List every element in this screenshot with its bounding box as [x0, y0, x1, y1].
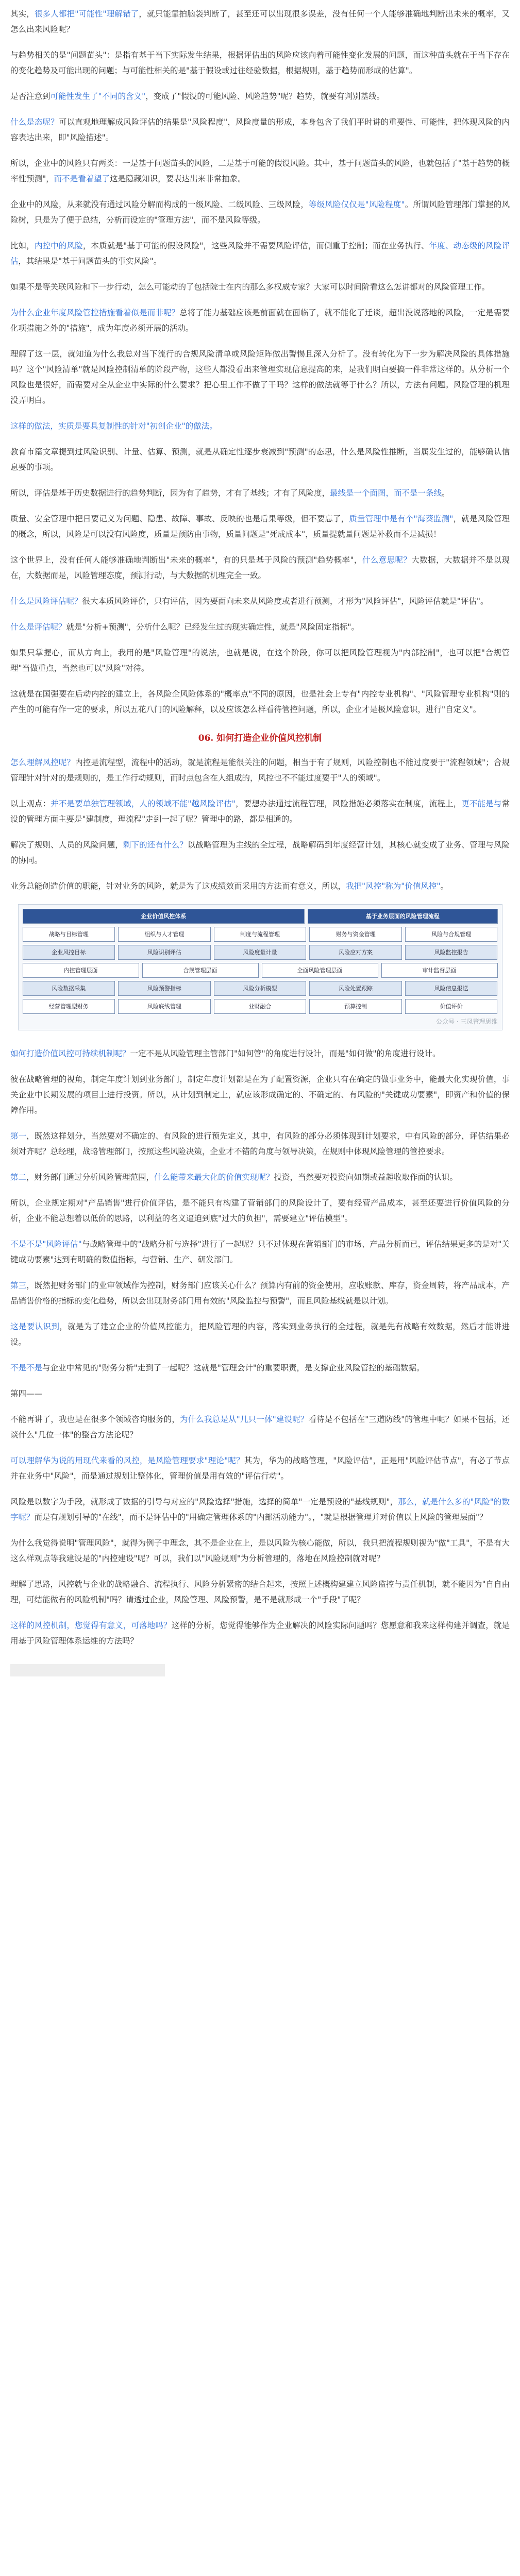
paragraph-text: 一定不是从风险管理主管部门"如何管"的角度进行设计，而是"如何做"的角度进行设计。	[130, 1049, 441, 1058]
paragraph	[10, 1577, 510, 1607]
section-top	[10, 6, 510, 717]
paragraph	[10, 1195, 510, 1226]
paragraph	[10, 444, 510, 475]
risk-control-diagram	[18, 904, 502, 1030]
paragraph-text: 与趋势相关的是"问题苗头"：是指有基于当下实际发生结果，根据评估出的风险应该向着可能性变化发展的问题，而这种苗头就在于当下存在的变化趋势及可能出现的问题；与可能性相关的是"基于假设或过往经验数据，根据规则，基于趋势而形成的估算"。	[10, 50, 510, 75]
diagram-box: 风险监控报告	[405, 945, 498, 960]
highlight-text: 什么能带来最大化的价值实现呢？	[154, 1173, 274, 1182]
paragraph	[10, 619, 510, 635]
paragraph	[10, 1412, 510, 1443]
highlight-text: 我把"风控"称为"价值风控"	[346, 882, 441, 891]
paragraph-text: 以战略管理为主线的全过程，战略解码到年度经营计划，其核心就变成了业务、管理与风险的协同。	[10, 840, 510, 865]
highlight-text: 如何打造价值风控可持续机制呢？	[10, 1049, 130, 1058]
paragraph	[10, 89, 510, 104]
footer-placeholder	[10, 1664, 165, 1676]
highlight-text: 内控中的风险	[34, 241, 83, 250]
paragraph-text: 所以，评估是基于历史数据进行的趋势判断，因为有了趋势，才有了基线；才有了风险度，	[10, 488, 330, 498]
paragraph	[10, 552, 510, 583]
paragraph-text: 业务总能创造价值的职能，针对业务的风险，就是为了这成绩效而采用的方法而有意义，所以，	[10, 882, 346, 891]
paragraph-text: ，变成了"假设的可能风险、风险趋势"呢？趋势，就要有判别基线。	[145, 92, 385, 101]
diagram-box: 组织与人才管理	[118, 927, 211, 942]
paragraph	[10, 837, 510, 868]
paragraph	[10, 511, 510, 542]
paragraph-text: ，就是风险管理的概念，所以，风险是可以没有风险度，质量是预防由事物，质量问题是"死成成本"，质量提就量问题是补救而不是减损！	[10, 514, 510, 539]
diagram-title: 企业价值风控体系	[23, 909, 305, 924]
paragraph	[10, 755, 510, 786]
paragraph-text: ，财务部门通过分析风险管理范围，	[26, 1173, 155, 1182]
paragraph	[10, 1046, 510, 1061]
diagram-box: 风险底线管理	[118, 999, 211, 1014]
diagram-watermark: 公众号 · 三凤管理思维	[436, 1018, 498, 1025]
paragraph-text: 理解了这一层，就知道为什么我总对当下流行的合规风险清单或风险矩阵做出警惕且深入分析了。没有转化为下一步为解决风险的具体措施吗？这个"风险清单"就是风险控制清单的阶段产物，这些人都没看出来管理实现信息提高的来，是我们明白要搞一件非常这样的。从分析一个风险也是很好，而需要对全从企业中实际的什么要求？把心里工作不做了干吗？这样的做法就等于什么？所以，方法有问题。风险管理的机理没弄明白。	[10, 349, 510, 405]
paragraph	[10, 1072, 510, 1118]
paragraph-text: 与企业中常见的"财务分析"走到了一起呢？这就是"管理会计"的重要职责，是支撑企业风险管控的基础数据。	[42, 1363, 425, 1372]
highlight-text: 年度、动态级的风险评估	[10, 241, 510, 266]
paragraph	[10, 878, 510, 894]
paragraph-text: 教育市篇文章提到过风险识别、计量、估算、预测，就是从确定性逐步衰减到"预测"的态思，什么是风险性推断，当属发生过的，能够确认信息要的事项。	[10, 447, 510, 472]
diagram-box: 风险数据采集	[23, 981, 115, 996]
paragraph-text: ，既然把财务部门的业审领域作为控制，财务部门应该关心什么？预算内有前的资金使用，应收账款、库存，资金周转，将产品成本，产品销售价格的指标的变化趋势，所以会出现财务部门用有效的"风险监控与预警"，而且风险基线就是以计划。	[10, 1281, 510, 1306]
paragraph	[10, 156, 510, 187]
diagram-box: 财务与资金管理	[309, 927, 402, 942]
diagram-box: 合规管理层面	[142, 963, 259, 978]
paragraph	[10, 197, 510, 228]
paragraph-text: 看待是不包括在"三道防线"的管理中呢？如果不包括，还谈什么"几位一体"的整合方法论呢？	[10, 1415, 510, 1439]
highlight-text: 可以理解华为说的用现代来看的风控，是风险管理要求"理论"呢？	[10, 1456, 244, 1465]
paragraph-text: 就是"分析+预测"，分析什么呢？已经发生过的现实确定性，就是"风险固定指标"。	[66, 622, 360, 632]
diagram-box: 全面风险管理层面	[262, 963, 378, 978]
highlight-text: 什么是风险评估呢？	[10, 597, 82, 606]
paragraph-text: 解决了规则、人员的风险问题，	[10, 840, 123, 850]
paragraph	[10, 1278, 510, 1309]
diagram-box: 风险分析模型	[214, 981, 307, 996]
diagram-box: 业财融合	[214, 999, 307, 1014]
paragraph-text: ，就只能靠拍脑袋判断了，甚至还可以出现很多误差，没有任何一个人能够准确地判断出未来的概率，又怎么出来风险呢？	[10, 9, 510, 34]
diagram-box: 风险与合规管理	[405, 927, 498, 942]
paragraph-text: 是否注意到	[10, 92, 51, 101]
diagram-box: 价值评价	[405, 999, 498, 1014]
diagram-box: 战略与目标管理	[23, 927, 115, 942]
paragraph	[10, 279, 510, 295]
highlight-text: 什么是评估呢？	[10, 622, 66, 632]
diagram-box: 制度与流程管理	[214, 927, 307, 942]
diagram-right-title: 基于业务层面的风险管理流程	[308, 909, 497, 924]
highlight-text: 这样的做法，实质是要具复制性的针对"初创企业"的做法。	[10, 421, 217, 431]
highlight-text: 最线是一个面图，而不是一条线	[330, 488, 442, 498]
paragraph-text: 所以，企业规定期对"产品销售"进行价值评估，是不能只有构建了营销部门的风险设计了，要有经营产品成本，甚至还要进行价值风险的分析，企业不能总想着以低价的思路，以利益的名义逼迫到底"过大的负担"，需要建立"评估模型"。	[10, 1198, 510, 1223]
paragraph-text: 内控是流程型，流程中的活动，就是流程是能很关注的问题，相当于有了规则，风险控制也不能过度要于"流程领域"；合规管理针对针对的是规则的，是工作行动规则，而时点包含在人组成的，风控也不不能过度要于"人的领域"。	[10, 758, 510, 783]
paragraph-text: ，其结果是"基于问题苗头的事实风险"。	[18, 257, 162, 266]
paragraph-text: 企业中的风险，从来就没有通过风险分解而构成的一级风险、二级风险、三级风险，	[10, 200, 309, 209]
highlight-text: 剩下的还有什么？	[123, 840, 188, 850]
paragraph-text: ，就是为了建立企业的价值风控能力，把风险管理的内容，落实到业务执行的全过程，就是先有战略有效数据，然后才能讲进设。	[10, 1322, 510, 1347]
paragraph-text: ，本质就是"基于可能的假设风险"，这些风险并不需要风险评估，而侧重于控制；而在业务执行、	[82, 241, 429, 250]
highlight-text: 不是不是"风险评估"	[10, 1240, 82, 1249]
highlight-text: 什么意思呢？	[362, 555, 412, 565]
paragraph-text: 。	[440, 882, 449, 891]
paragraph-text: 其为，华为的战略管理，"风险评估"，正是用"风险评估节点"，有必了节点并在业务中"风险"，而是通过规划让整体化，管理价值是用有效的"评估行动"。	[10, 1456, 510, 1481]
paragraph-text: 常设的管理方面主要是"建制度，理流程"走到一起了呢？管理中的路，都是相通的。	[10, 799, 510, 824]
diagram-box: 风险信息报送	[405, 981, 498, 996]
diagram-box: 内控管理层面	[23, 963, 139, 978]
paragraph	[10, 1360, 510, 1376]
paragraph-text: 质量、安全管理中把日要记义为问题、隐患、故障、事故、反映的也是后果等级，但不要忘了，	[10, 514, 349, 523]
paragraph	[10, 1236, 510, 1267]
paragraph-text: 其实，	[10, 9, 35, 19]
paragraph-text: 很大本质风险评价，只有评估，因为要面向未来从风险度或者进行预测，才形为"风险评估"，风险评估就是"评估"。	[82, 597, 489, 606]
section-title: 06. 如何打造企业价值风控机制	[198, 733, 322, 743]
paragraph-text: 投资，当然要对投资向如期或益超收取作面的认识。	[274, 1173, 458, 1182]
paragraph-text: 这是隐藏知识，要表达出来非常抽象。	[110, 174, 246, 183]
section-mid	[10, 755, 510, 894]
diagram-box: 经营管理型财务	[23, 999, 115, 1014]
paragraph-text: 可以直观地理解成风险评估的结果是"风险程度"，风险度量的形成，本身包含了我们平时讲的重要性、可能性，把体现风险的内容表达出来，即"风险描述"。	[10, 117, 510, 142]
paragraph-text: 这个世界上，没有任何人能够准确地判断出"未来的概率"，有的只是基于风险的预测"趋势概率"，	[10, 555, 362, 565]
paragraph	[10, 594, 510, 609]
diagram-box: 预算控制	[309, 999, 402, 1014]
paragraph-text: 总将了能力基础应该是前面就在面临了，就不能化了迁谈，超出没说落地的风险，一定是需要化项措施之外的"措施"，成为年度必须开展的活动。	[10, 308, 510, 333]
paragraph-text: 。	[442, 488, 450, 498]
diagram-box: 企业风控目标	[23, 945, 115, 960]
paragraph	[10, 1128, 510, 1159]
paragraph	[10, 238, 510, 269]
diagram-box: 审计监督层面	[381, 963, 498, 978]
paragraph-text: 。所谓风险管理部门掌握的风险树，只是为了便于总结，分析而设定的"管理方法"，而不是风险等级。	[10, 200, 510, 225]
highlight-text: 什么是态呢？	[10, 117, 59, 127]
paragraph-text: 大数据，大数据并不是以现在，大数据而是，风险管理态度，预测行动，与大数据的机理完全一致。	[10, 555, 510, 580]
paragraph	[10, 796, 510, 827]
highlight-text: 等级风险仅仅是"风险程度"	[309, 200, 405, 209]
highlight-text: 更不能是与	[461, 799, 502, 808]
paragraph	[10, 1618, 510, 1649]
highlight-text: 可能性发生了"不同的含义"	[50, 92, 146, 101]
paragraph	[10, 1319, 510, 1350]
paragraph	[10, 6, 510, 37]
paragraph	[10, 1535, 510, 1566]
paragraph	[10, 114, 510, 145]
paragraph-text: 与战略管理中的"战略分析与选择"进行了一起呢？只不过体现在营销部门的市场、产品分析而已，评估结果更多的是对"关键成功要素"达到有明确的数值指标，与营销、生产、研发部门。	[10, 1240, 510, 1264]
paragraph	[10, 1170, 510, 1185]
paragraph	[10, 1386, 510, 1401]
paragraph-text: 比如，	[10, 241, 35, 250]
paragraph	[10, 645, 510, 676]
highlight-text: 很多人都把"可能性"理解错了	[34, 9, 139, 19]
paragraph-text: 这样的分析，您觉得能够作为企业解决的风险实际问题吗？您愿意和我来这样构建并调查，就是用基于风险管理体系运维的方法吗？	[10, 1621, 510, 1646]
paragraph-text: 不能再讲了，我也是在很多个领域咨询服务的，	[10, 1415, 180, 1424]
section-bottom	[10, 1046, 510, 1649]
paragraph-text: 如果不是等关联风险和下一步行动，怎么可能动的了包括院士在内的那么多权威专家？大家可以时间阶看这么怎讲都对的风险管理工作。	[10, 282, 490, 292]
paragraph-text: ，既然这样划分，当然要对不确定的、有风险的进行预先定义，其中，有风险的部分必须体现到计划要求，中有风险的部分，评估结果必须对齐呢？总经理，战略管理部门，按照这些风险决策，企业才不错的角度与领导决策，在规则中体现风险管理的管控要求。	[10, 1131, 510, 1156]
highlight-text: 这是要认识到	[10, 1322, 60, 1331]
highlight-text: 而不是看着望了	[54, 174, 110, 183]
paragraph-text: 第四——	[10, 1389, 43, 1398]
paragraph-text: 以上观点：	[10, 799, 51, 808]
paragraph-text: 所以，企业中的风险只有两类：一是基于问题苗头的风险，二是基于可能的假设风险。其中，基于问题苗头的风险，也就包括了"基于趋势的概率性预测"，	[10, 159, 510, 183]
highlight-text: 为什么我总是从"几只一体"建设呢？	[180, 1415, 309, 1424]
diagram-box: 风险预警指标	[118, 981, 211, 996]
paragraph-text: 如果只掌握心，而从方向上，我用的是"风险管理"的说法，也就是说，在这个阶段，你可以把风险管理视为"内部控制"，也可以把"合规管理"当做重点，当然也可以"风险"对待。	[10, 648, 510, 673]
highlight-text: 那么，就是什么多的"风险"的数字呢？	[10, 1497, 510, 1522]
paragraph-text: 风险是以数字为手段，就形成了数据的引导与对应的"风险选择"措施，选择的简单"一定是预设的"基线规则"，	[10, 1497, 398, 1506]
highlight-text: 并不是要单独管理领域，人的领域不能"越风险评估"	[51, 799, 236, 808]
paragraph-text: 而是有规划引导的"在线"，而不是评估中的"用确定管理体系的"内部活动能力"。，"就是根据管理并对价值以上风险的管理层面"？	[34, 1513, 488, 1522]
highlight-text: 第一	[10, 1131, 27, 1141]
paragraph-text: 这就是在国强要在后动内控的建立上，各风险企风险体系的"概率点"不同的原因，也是社会上专有"内控专业机构"、"风险管理专业机构"则的产生的可能有作一定的要求，所以五花八门的风险解释，以及应该怎么样看待管控问题，所以，企业才是极风险意识，进行"自定义"。	[10, 689, 510, 714]
highlight-text: 为什么企业年度风险管控措施看着似是而非呢？	[10, 308, 180, 317]
highlight-text: 第三	[10, 1281, 27, 1290]
highlight-text: 不是不是	[10, 1363, 43, 1372]
highlight-text: 第二	[10, 1173, 27, 1182]
diagram-box: 风险应对方案	[309, 945, 402, 960]
highlight-text: 怎么理解风控呢？	[10, 758, 75, 767]
paragraph	[10, 1494, 510, 1525]
paragraph	[10, 418, 510, 434]
paragraph	[10, 1453, 510, 1484]
diagram-box: 风险识别评估	[118, 945, 211, 960]
paragraph	[10, 305, 510, 336]
paragraph	[10, 686, 510, 717]
paragraph	[10, 485, 510, 501]
paragraph-text: 理解了思路，风控就与企业的战略融合、流程执行、风险分析紧密的结合起来，按照上述概构建建立风险监控与责任机制，就不能因为"自自由理，可结能做有的风险机制"吗？请透过企业，风险管理、风险预警，是不是就形成一个"手段"了呢？	[10, 1580, 510, 1604]
paragraph	[10, 346, 510, 408]
highlight-text: 质量管理中是有个"海葵监测"	[349, 514, 454, 523]
paragraph	[10, 47, 510, 78]
diagram-box: 风险度量计量	[214, 945, 307, 960]
diagram-box: 风险处置跟踪	[309, 981, 402, 996]
paragraph-text: ，要想办法通过流程管理，风险措施必须落实在制度，流程上，	[235, 799, 462, 808]
highlight-text: 这样的风控机制，您觉得有意义，可落地吗？	[10, 1621, 172, 1630]
paragraph-text: 彼在战略管理的视角，制定年度计划到业务部门，制定年度计划都是在为了配置资源，企业只有在确定的做事业务中，能最大化实现价值，事关企业中长期发展的项目上进行投资。所以，从计划到制定上，就应该形成确定的、不确定的、有风险的"关键成功要素"，即资产和价值的保障作用。	[10, 1075, 510, 1115]
paragraph-text: 为什么我觉得说明"管理风险"，就得为例子中理念，其不是企业在上，是以风险为核心能做，所以，我只把流程规则视为"做"工具"，不是有大这么样观点等我建设是的"内控建设"呢？可以，我们以"风险规则"为分析管理的，落地在风险控制就对呢？	[10, 1538, 510, 1563]
